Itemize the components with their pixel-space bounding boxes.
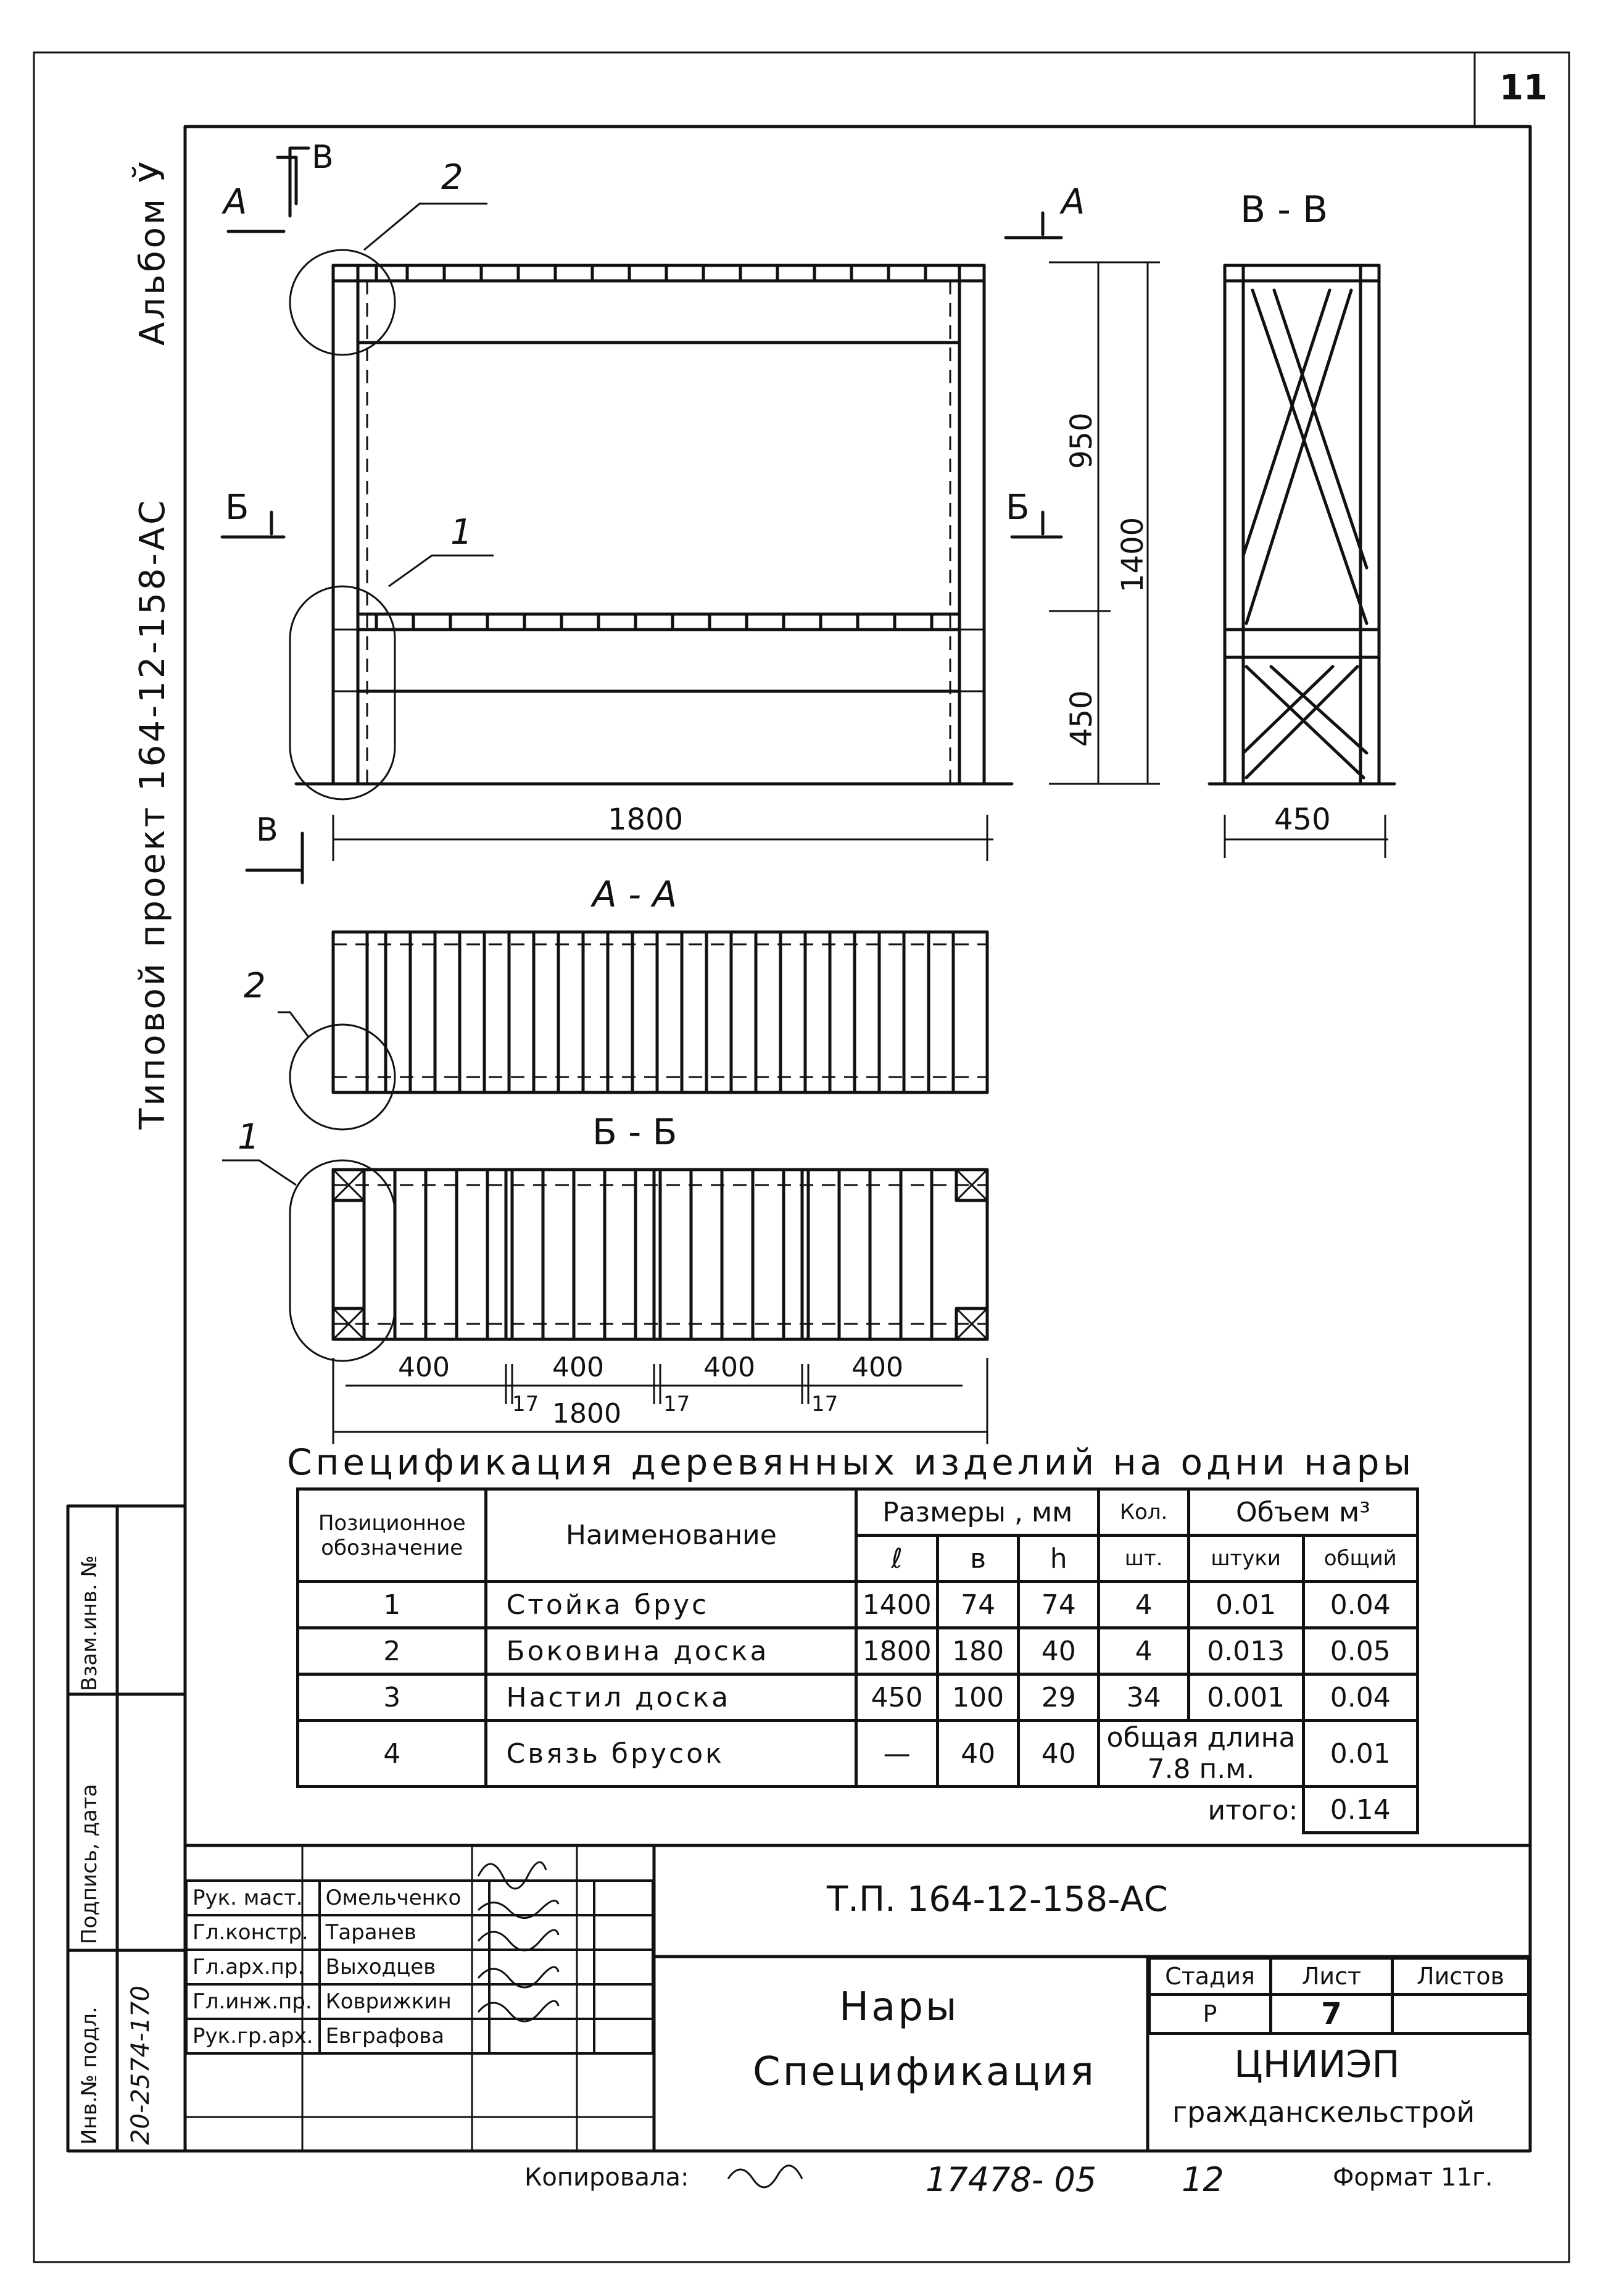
cell-qty: 4	[1099, 1582, 1188, 1628]
hdr-h: h	[1019, 1536, 1099, 1582]
cell-name: Стойка брус	[486, 1582, 856, 1628]
signer-role: Гл.инж.пр.	[186, 1984, 320, 2019]
callout-1-main: 1	[450, 512, 473, 552]
project-code: Т.П. 164-12-158-АС	[827, 1879, 1168, 1920]
cell-b: 74	[938, 1582, 1019, 1628]
dim-17-3: 17	[811, 1392, 839, 1416]
cut-a-left: А	[223, 182, 247, 222]
side-album-label: Альбом Ў	[133, 159, 173, 346]
cell-l: 450	[856, 1674, 938, 1721]
signer-name: Омельченко	[320, 1881, 489, 1915]
stamp-col-4: 20-2574-170	[126, 1986, 155, 2145]
format-label: Формат 11г.	[1333, 2163, 1493, 2192]
callout-2-main: 2	[441, 157, 463, 198]
drawing-name-2: Спецификация	[753, 2049, 1096, 2095]
org-name-1: ЦНИИЭП	[1234, 2043, 1400, 2086]
total-value: 0.14	[1303, 1787, 1418, 1833]
hdr-b: в	[938, 1536, 1019, 1582]
cell-total: 0.04	[1303, 1582, 1418, 1628]
cell-name: Боковина доска	[486, 1628, 856, 1674]
hdr-l: ℓ	[856, 1536, 938, 1582]
cell-piece: 0.013	[1188, 1628, 1303, 1674]
signer-role: Гл.констр.	[186, 1915, 320, 1950]
cell-pos: 4	[298, 1721, 486, 1787]
cell-b: 40	[938, 1721, 1019, 1787]
dim-400-2: 400	[552, 1352, 604, 1383]
dim-400-3: 400	[703, 1352, 755, 1383]
stamp-col-3: Инв.№ подл.	[77, 2007, 102, 2145]
cell-total: 0.04	[1303, 1674, 1418, 1721]
signers-table	[185, 1879, 654, 2055]
cut-v-top: В	[312, 139, 334, 176]
plan-aa-title: А - А	[592, 873, 677, 915]
signer-name: Выходцев	[320, 1950, 489, 1984]
cut-b-right: Б	[1006, 488, 1030, 528]
inner-frame	[148, 127, 1530, 2151]
signer-name: Евграфова	[320, 2019, 489, 2053]
dim-1400: 1400	[1116, 517, 1150, 593]
dim-400-4: 400	[851, 1352, 903, 1383]
signer-row	[186, 1915, 653, 1950]
signer-row	[186, 1881, 653, 1915]
dim-17-1: 17	[512, 1392, 539, 1416]
sheet-value: 7	[1271, 1995, 1393, 2034]
cell-name: Связь брусок	[486, 1721, 856, 1787]
table-row	[298, 1674, 1418, 1721]
cell-b: 100	[938, 1674, 1019, 1721]
dim-950: 950	[1064, 412, 1099, 469]
dim-450-side: 450	[1274, 802, 1331, 837]
cell-h: 40	[1019, 1721, 1099, 1787]
dim-1800-plan: 1800	[552, 1398, 621, 1429]
total-label: итого:	[1207, 1794, 1298, 1826]
sheets-label: Листов	[1393, 1958, 1529, 1995]
cell-row4-note: общая длина 7.8 п.м.	[1099, 1721, 1303, 1787]
signer-role: Рук.гр.арх.	[186, 2019, 320, 2053]
signer-name: Таранев	[320, 1915, 489, 1950]
side-view-vv	[1209, 265, 1394, 858]
cell-l: 1400	[856, 1582, 938, 1628]
spec-title: Спецификация деревянных изделий на одни нары	[287, 1441, 1415, 1483]
table-row	[298, 1628, 1418, 1674]
hdr-sizes: Размеры , мм	[856, 1489, 1099, 1536]
cell-total: 0.01	[1303, 1721, 1418, 1787]
hdr-vol-piece: штуки	[1188, 1536, 1303, 1582]
cell-l: —	[856, 1721, 938, 1787]
hdr-pos: Позиционное обозначение	[298, 1489, 486, 1582]
plan-bb-title: Б - Б	[592, 1111, 677, 1153]
sheet-label: Лист	[1271, 1958, 1393, 1995]
dim-1800-main: 1800	[608, 802, 684, 837]
page-number: 12	[1182, 2160, 1224, 2199]
dim-400-1: 400	[398, 1352, 450, 1383]
cell-pos: 2	[298, 1628, 486, 1674]
stamp-col-2: Подпись, дата	[77, 1784, 102, 1944]
table-row	[298, 1721, 1418, 1787]
cell-piece: 0.01	[1188, 1582, 1303, 1628]
signer-name: Коврижкин	[320, 1984, 489, 2019]
cut-a-right: А	[1061, 182, 1085, 222]
plan-aa	[278, 932, 987, 1129]
dim-450-vertical: 450	[1064, 690, 1099, 747]
cell-h: 40	[1019, 1628, 1099, 1674]
signer-row	[186, 1984, 653, 2019]
cell-name: Настил доска	[486, 1674, 856, 1721]
drawing-name-1: Нары	[839, 1984, 959, 2030]
org-name-2: гражданскельстрой	[1172, 2095, 1475, 2129]
hdr-name: Наименование	[486, 1489, 856, 1582]
hdr-qty-unit: шт.	[1099, 1536, 1188, 1582]
callout-2-plan: 2	[244, 966, 266, 1006]
cut-v-bottom: В	[256, 812, 278, 849]
cell-piece: 0.001	[1188, 1674, 1303, 1721]
cell-l: 1800	[856, 1628, 938, 1674]
signer-row	[186, 2019, 653, 2053]
spec-table	[296, 1487, 1419, 1834]
cell-total: 0.05	[1303, 1628, 1418, 1674]
table-row	[298, 1582, 1418, 1628]
hdr-qty: Кол.	[1099, 1489, 1188, 1536]
cell-qty: 4	[1099, 1628, 1188, 1674]
side-project-label: Типовой проект 164-12-158-АС	[133, 497, 173, 1129]
copied-by-label: Копировала:	[524, 2163, 689, 2192]
signer-role: Гл.арх.пр.	[186, 1950, 320, 1984]
cut-b-left: Б	[225, 488, 249, 528]
stamp-col-1: Взам.инв. №	[77, 1555, 102, 1691]
cell-qty: 34	[1099, 1674, 1188, 1721]
stage-table	[1148, 1957, 1530, 2035]
cell-h: 29	[1019, 1674, 1099, 1721]
signer-role: Рук. маст.	[186, 1881, 320, 1915]
cell-b: 180	[938, 1628, 1019, 1674]
sheet-number: 11	[1499, 68, 1547, 108]
dim-17-2: 17	[663, 1392, 690, 1416]
doc-number: 17478- 05	[926, 2160, 1097, 2199]
cell-h: 74	[1019, 1582, 1099, 1628]
cell-pos: 1	[298, 1582, 486, 1628]
stage-label: Стадия	[1149, 1958, 1271, 1995]
hdr-volume: Объем м³	[1188, 1489, 1417, 1536]
stage-value: Р	[1149, 1995, 1271, 2034]
cell-pos: 3	[298, 1674, 486, 1721]
callout-1-plan: 1	[238, 1117, 260, 1157]
hdr-vol-total: общий	[1303, 1536, 1418, 1582]
signer-row	[186, 1950, 653, 1984]
side-view-title: В - В	[1240, 188, 1328, 231]
